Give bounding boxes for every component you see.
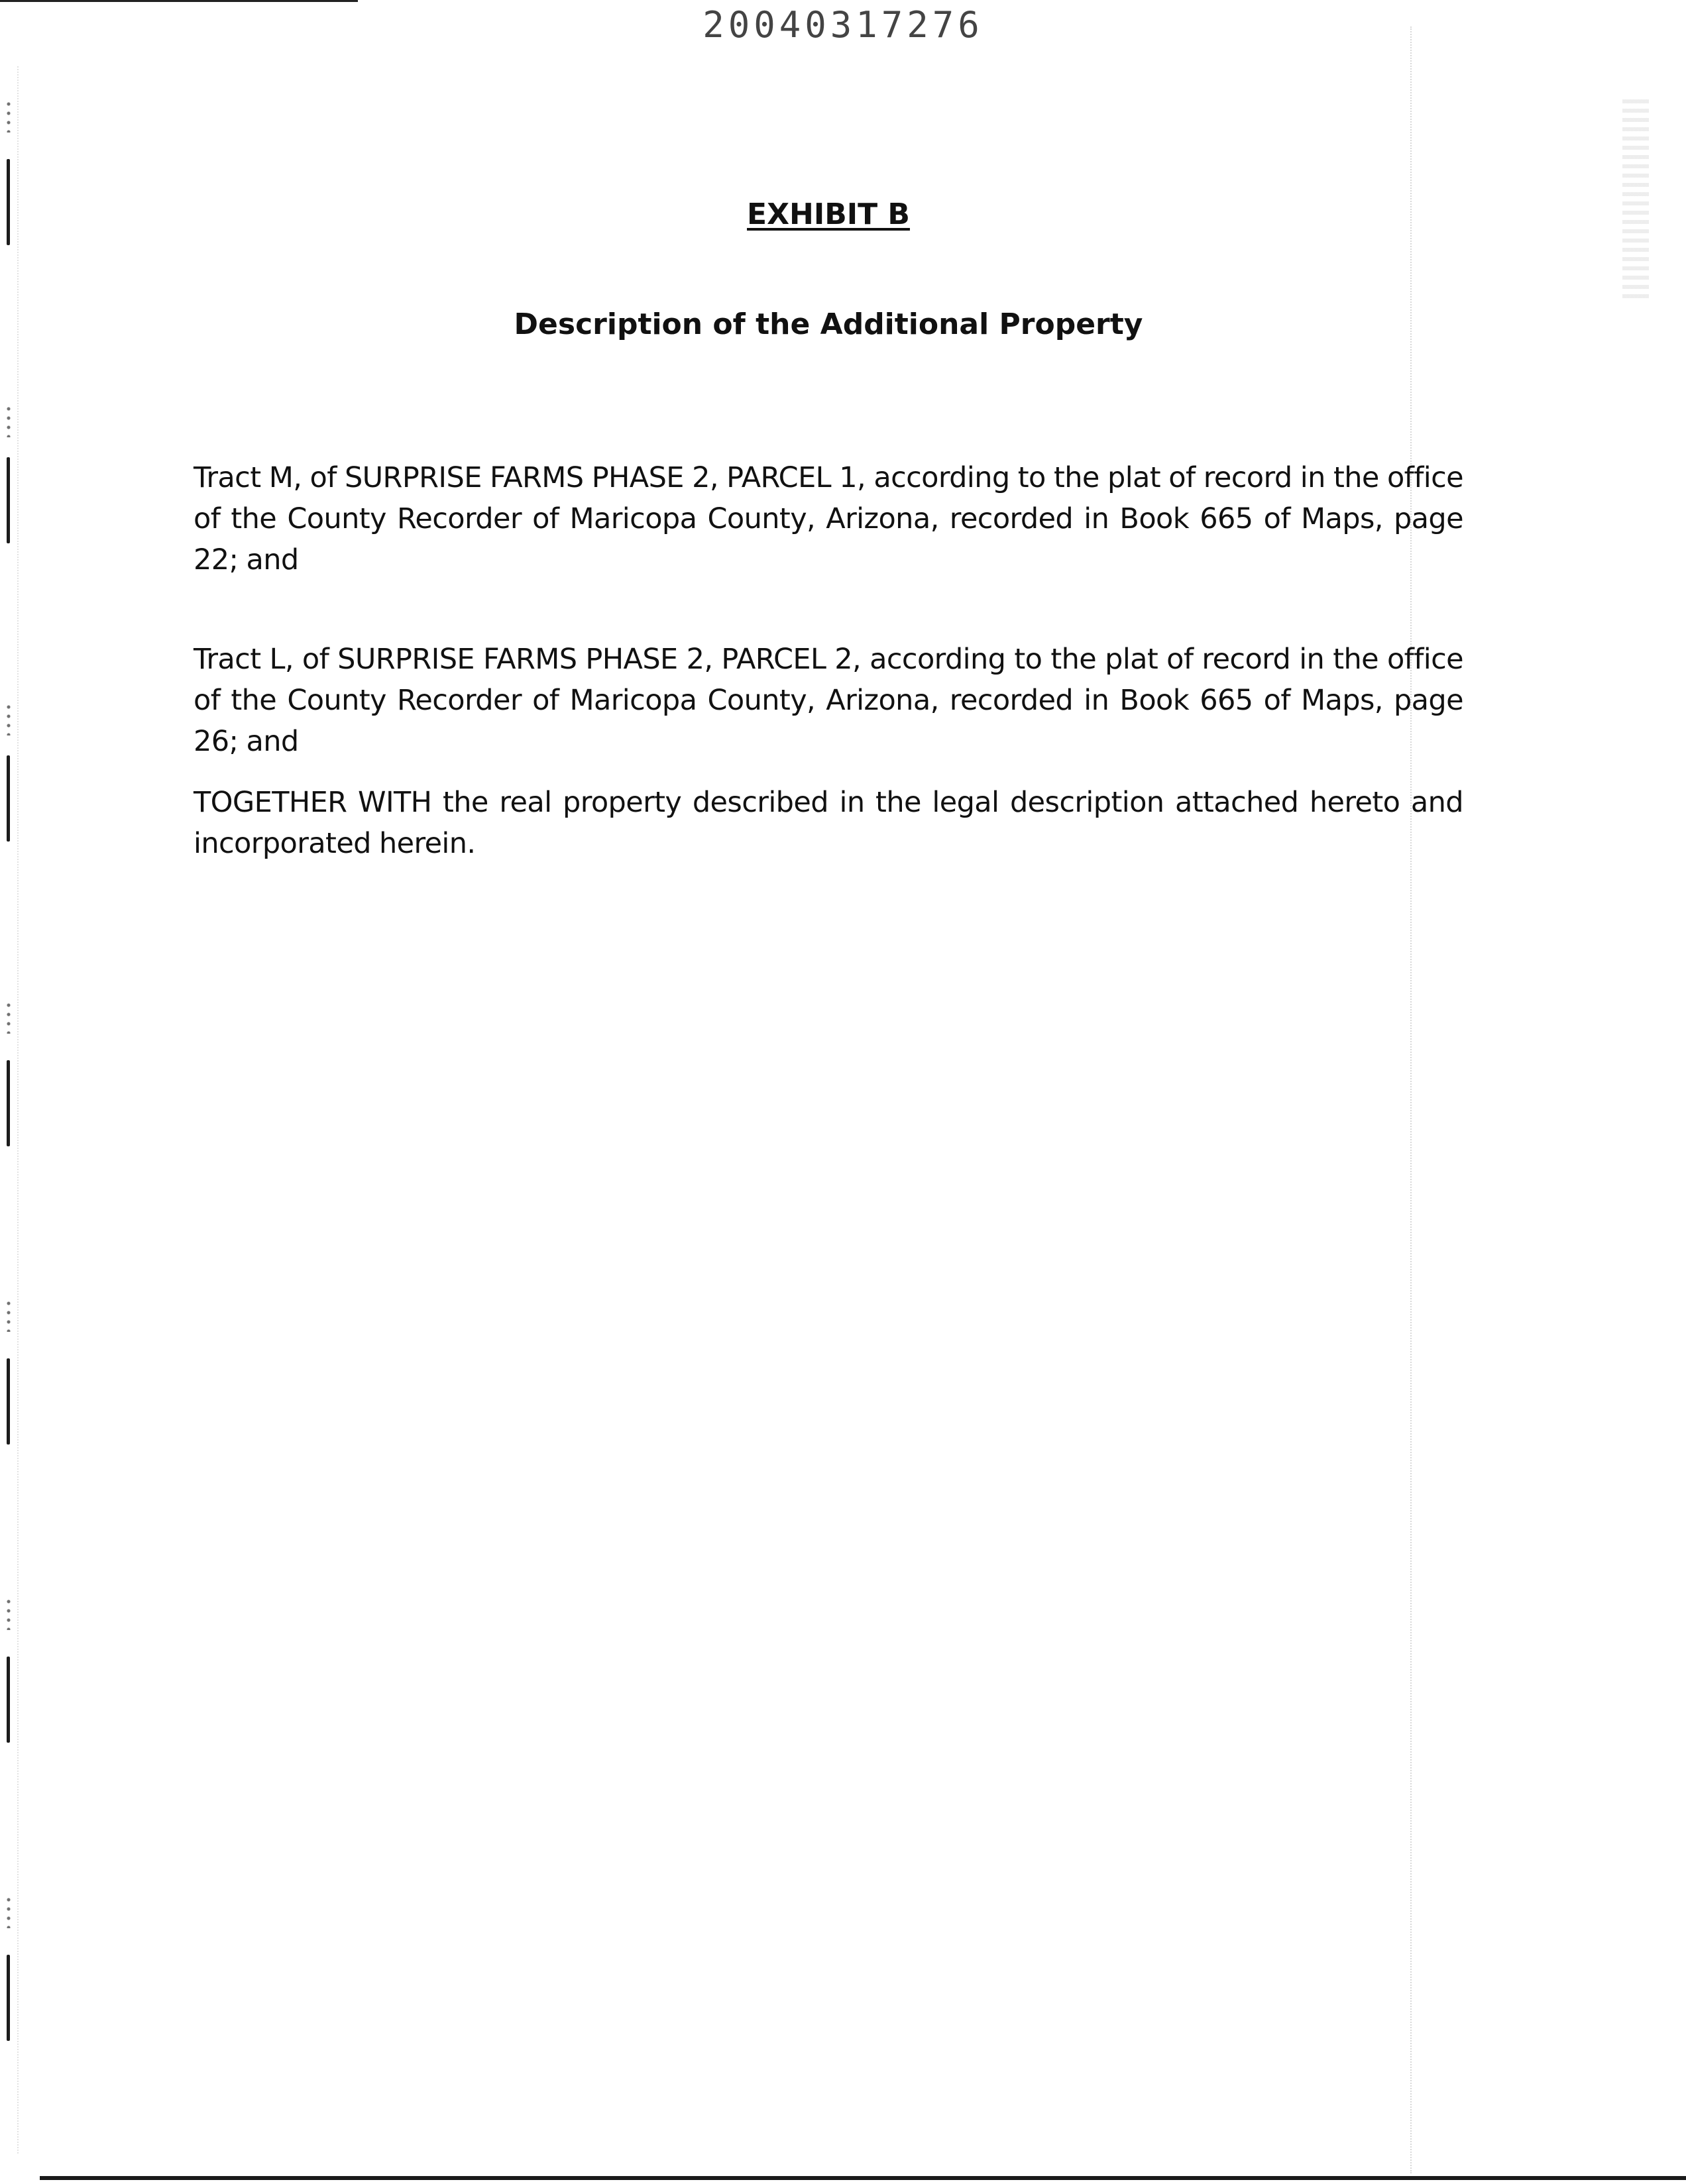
scan-edge-mark [7, 1955, 10, 2041]
scan-edge-mark [7, 755, 10, 842]
scan-edge-mark [7, 1657, 10, 1743]
scan-edge-dots [4, 1299, 13, 1332]
scan-edge-mark [7, 1358, 10, 1445]
scan-edge-dots [4, 99, 13, 133]
scan-edge-dots [4, 702, 13, 736]
scan-edge-dots [4, 1597, 13, 1630]
scan-right-faint-line [1410, 27, 1413, 2173]
legal-description-paragraph: TOGETHER WITH the real property described in the legal description attached hereto and incorporated herein. [194, 786, 1463, 860]
recording-number: 20040317276 [702, 4, 984, 46]
exhibit-subtitle: Description of the Additional Property [514, 307, 1143, 341]
scan-edge-dots [4, 404, 13, 437]
scan-top-rule [0, 0, 358, 2]
scan-edge-dots [4, 1895, 13, 1928]
scan-left-faint-line [17, 66, 20, 2154]
scan-edge-dots [4, 1001, 13, 1034]
scan-bottom-rule [40, 2176, 1686, 2180]
exhibit-title: EXHIBIT B [747, 197, 910, 231]
scan-edge-mark [7, 1060, 10, 1146]
legal-description-paragraph: Tract L, of SURPRISE FARMS PHASE 2, PARCEL 2, according to the plat of record in the office of the County Recorder of Maricopa County, Arizona, recorded in Book 665 of Maps, page 26; and [194, 643, 1463, 758]
scan-edge-mark [7, 457, 10, 543]
legal-description-paragraph: Tract M, of SURPRISE FARMS PHASE 2, PARCEL 1, according to the plat of record in the office of the County Recorder of Maricopa County, Arizona, recorded in Book 665 of Maps, page 22; and [194, 461, 1463, 576]
